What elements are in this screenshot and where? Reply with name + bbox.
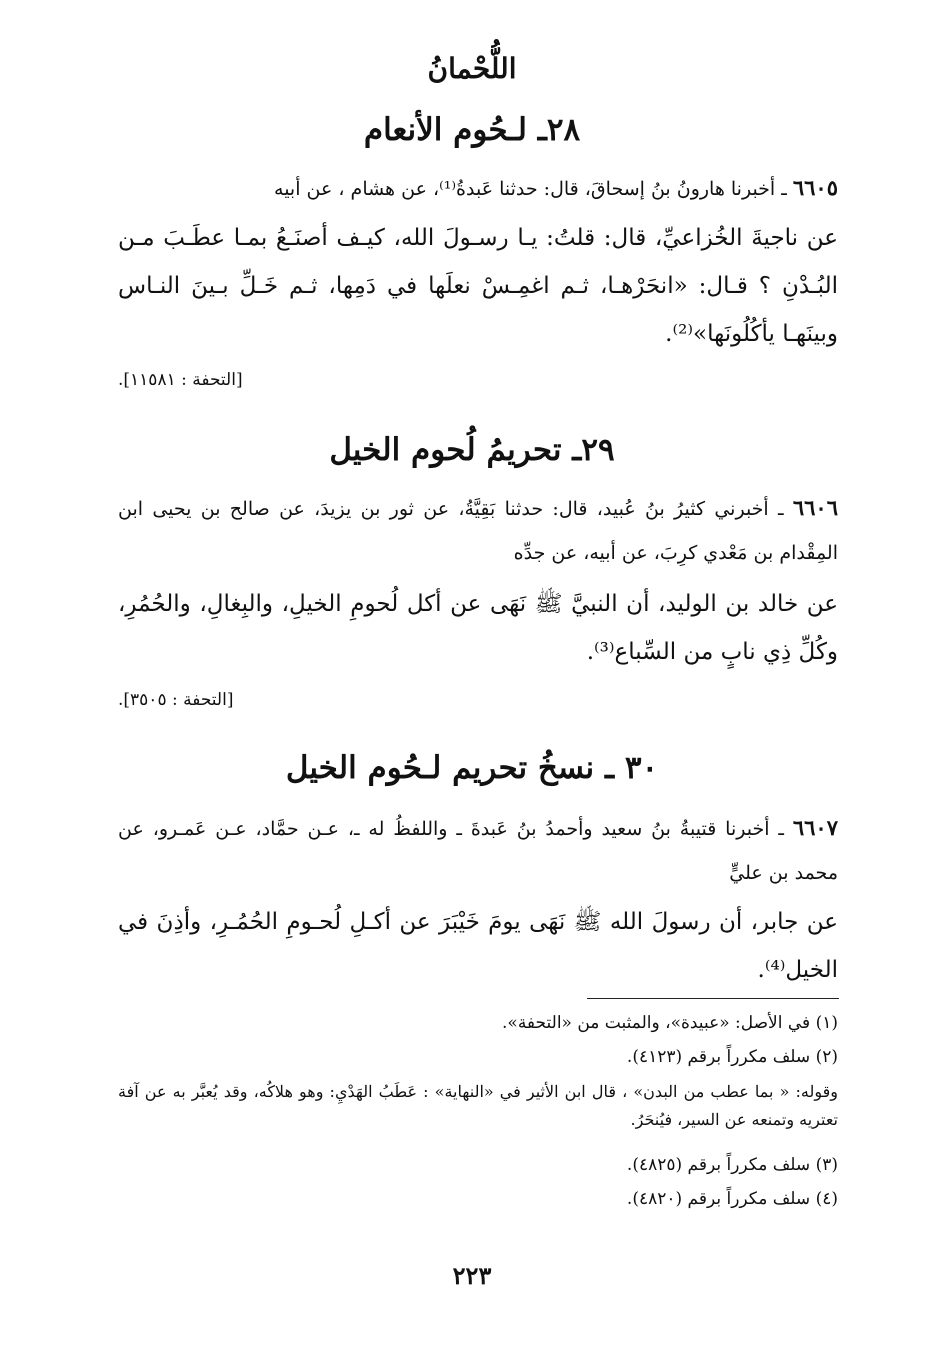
hadith-isnad-6605: [118, 166, 838, 211]
hadith-isnad-6606: [118, 486, 838, 575]
hadith-number: ٦٦٠٥: [792, 175, 838, 200]
chapter-title-30: ٣٠ ـ نسخُ تحريم لـحُوم الخيل: [285, 750, 659, 786]
hadith-matn-6606: عن خالد بن الوليد، أن النبيَّ ﷺ نَهَى عن أكل لُحومِ الخيلِ، والبِغالِ، والحُمُرِ، وكُلِّ ذِي نابٍ من السِّباع⁽³⁾.: [118, 591, 838, 665]
page-number: ٢٢٣: [452, 1261, 492, 1290]
tuhfa-reference-6605: [118, 370, 838, 390]
footnote-3: (٣) سلف مكرراً برقم (٤٨٢٥).: [626, 1155, 838, 1175]
tuhfa-text: [التحفة : ١١٥٨١].: [118, 370, 243, 390]
footnote-1: (١) في الأصل: «عبيدة»، والمثبت من «التحفة».: [502, 1013, 838, 1033]
footnote-4: (٤) سلف مكرراً برقم (٤٨٢٠).: [626, 1189, 838, 1209]
tuhfa-text: [التحفة : ٣٥٠٥].: [118, 690, 234, 710]
footnote-2: (٢) سلف مكرراً برقم (٤١٢٣).: [626, 1047, 838, 1067]
hadith-number: ٦٦٠٦: [792, 495, 838, 520]
hadith-matn-6607: عن جابر، أن رسولَ الله ﷺ نَهَى يومَ خَيْبَرَ عن أكـلِ لُحـومِ الحُمُـرِ، وأذِنَ في الخيل⁽⁴⁾.: [118, 909, 838, 983]
running-header: اللُّحْمانُ: [427, 52, 517, 85]
isnad-text: ـ أخبرني كثيرُ بنُ عُبيد، قال: حدثنا بَقِيَّةُ، عن ثور بن يزيدَ، عن صالح بن يحيى ابن المِقْدام بن مَعْدي كرِبَ، عن أبيه، عن جدِّه: [118, 498, 838, 564]
isnad-text: ـ أخبرنا قتيبةُ بنُ سعيد وأحمدُ بنُ عَبدةَ ـ واللفظُ له ـ، عـن حمَّاد، عـن عَمـرو، عن محمد بن عليٍّ: [118, 818, 838, 884]
hadith-isnad-6607: [118, 806, 838, 895]
chapter-title-28: ٢٨ـ لـحُوم الأنعام: [363, 112, 581, 148]
footnote-2-comment: وقوله: « بما عطب من البدن» ، قال ابن الأثير في «النهاية» : عَطَبُ الهَدْيِ: وهو هلاكُه، وقد يُعبَّر به عن آفة تعتريه وتمنعه عن السير، فيُنحَرُ.: [118, 1082, 838, 1129]
hadith-matn-6605: عن ناجيةَ الخُزاعيِّ، قال: قلتُ: يـا رسـولَ الله، كيـف أصنَـعُ بمـا عطَـبَ مـن البُـدْنِ ؟ قـال: «انحَرْهـا، ثـم اغمِـسْ نعلَها في دَمِها، ثـم خَـلِّ بـينَ النـاس وبينَهـا يأكُلُونَها»⁽²⁾.: [118, 225, 838, 347]
tuhfa-reference-6606: [118, 690, 838, 710]
footnote-separator: [587, 998, 839, 999]
hadith-number: ٦٦٠٧: [792, 815, 838, 840]
isnad-text: ـ أخبرنا هارونُ بنُ إسحاقَ، قال: حدثنا عَبدةُ⁽¹⁾، عن هشام ، عن أبيه: [274, 178, 787, 200]
chapter-title-29: ٢٩ـ تحريمُ لُحوم الخيل: [329, 432, 615, 468]
